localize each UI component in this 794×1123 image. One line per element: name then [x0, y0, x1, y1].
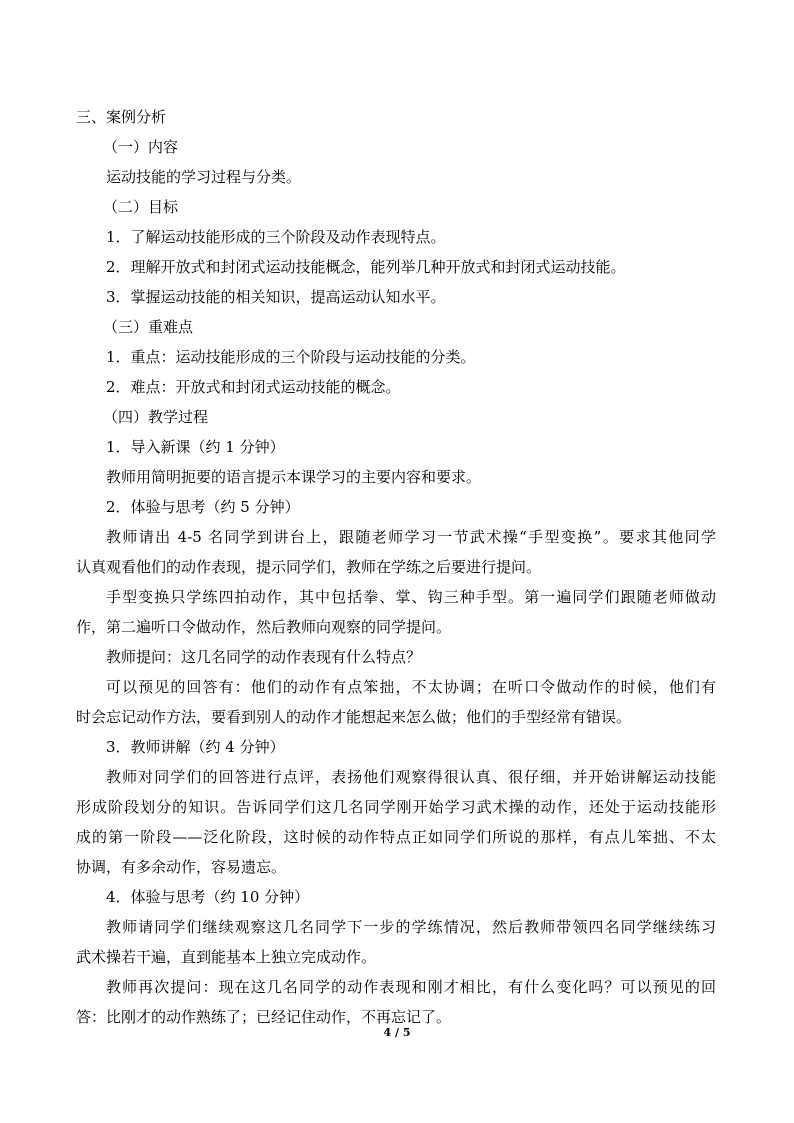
text-line: 手型变换只学练四拍动作，其中包括拳、掌、钩三种手型。第一遍同学们跟随老师做动: [106, 588, 716, 606]
text-line: 教师请同学们继续观察这几名同学下一步的学练情况，然后教师带领四名同学继续练习: [106, 918, 716, 936]
text-line: （三）重难点: [103, 318, 194, 336]
text-line: 作，第二遍听口令做动作，然后教师向观察的同学提问。: [76, 618, 452, 636]
text-line: 教师提问：这几名同学的动作表现有什么特点？: [106, 648, 422, 666]
text-line: 形成阶段划分的知识。告诉同学们这几名同学刚开始学习武术操的动作，还处于运动技能形: [76, 798, 716, 816]
text-line: 2．理解开放式和封闭式运动技能概念，能列举几种开放式和封闭式运动技能。: [106, 258, 626, 276]
page-number: 4 / 5: [383, 1026, 411, 1039]
text-line: 武术操若干遍，直到能基本上独立完成动作。: [76, 948, 377, 966]
text-line: 1．导入新课（约 1 分钟）: [106, 438, 285, 456]
text-line: 1．了解运动技能形成的三个阶段及动作表现特点。: [106, 228, 446, 246]
text-line: 可以预见的回答有：他们的动作有点笨拙，不太协调；在听口令做动作的时候，他们有: [106, 678, 716, 696]
text-line: 3．掌握运动技能的相关知识，提高运动认知水平。: [106, 288, 446, 306]
text-line: 1．重点：运动技能形成的三个阶段与运动技能的分类。: [106, 348, 476, 366]
text-line: 3．教师讲解（约 4 分钟）: [106, 738, 285, 756]
text-line: （二）目标: [103, 198, 179, 216]
text-line: 运动技能的学习过程与分类。: [106, 168, 302, 186]
text-line: 答：比刚才的动作熟练了；已经记住动作，不再忘记了。: [76, 1008, 452, 1026]
text-line: 认真观看他们的动作表现，提示同学们，教师在学练之后要进行提问。: [76, 558, 542, 576]
text-line: 2．难点：开放式和封闭式运动技能的概念。: [106, 378, 401, 396]
text-line: 时会忘记动作方法，要看到别人的动作才能想起来怎么做；他们的手型经常有错误。: [76, 708, 632, 726]
text-line: 协调，有多余动作，容易遗忘。: [76, 858, 287, 876]
text-line: 成的第一阶段——泛化阶段，这时候的动作特点正如同学们所说的那样，有点儿笨拙、不太: [76, 828, 716, 846]
text-line: 教师再次提问：现在这几名同学的动作表现和刚才相比，有什么变化吗？可以预见的回: [106, 978, 716, 996]
text-line: 教师对同学们的回答进行点评，表扬他们观察得很认真、很仔细，并开始讲解运动技能: [106, 768, 716, 786]
text-line: 教师用简明扼要的语言提示本课学习的主要内容和要求。: [106, 468, 482, 486]
text-line: 三、案例分析: [76, 108, 167, 126]
text-line: （一）内容: [103, 138, 179, 156]
text-line: 2．体验与思考（约 5 分钟）: [106, 498, 300, 516]
text-line: 教师请出 4-5 名同学到讲台上，跟随老师学习一节武术操“手型变换”。要求其他同学: [106, 528, 716, 546]
text-line: 4．体验与思考（约 10 分钟）: [106, 888, 310, 906]
document-body: [76, 102, 716, 1032]
text-line: （四）教学过程: [103, 408, 209, 426]
